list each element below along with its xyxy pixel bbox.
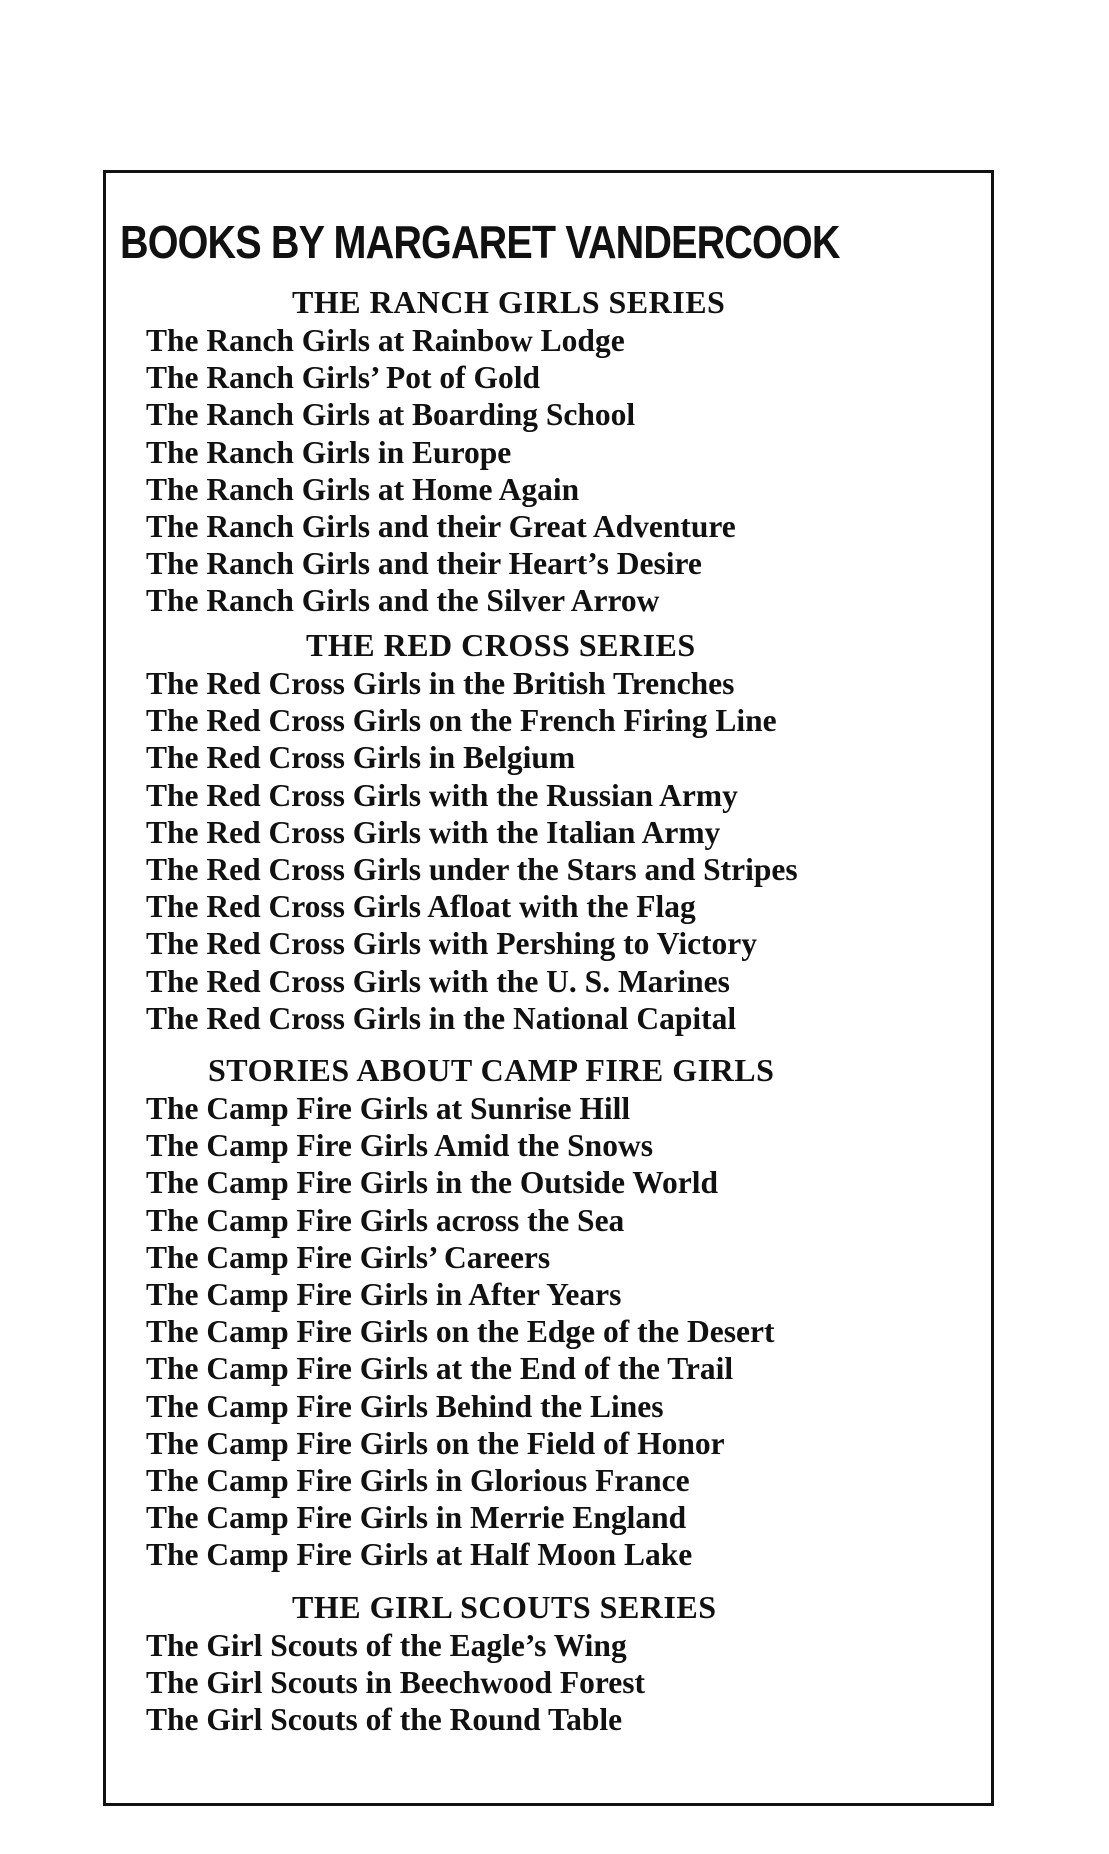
book-title: The Red Cross Girls with the Italian Army bbox=[146, 814, 721, 850]
series-camp-fire-girls bbox=[146, 1050, 946, 1573]
series-girl-scouts bbox=[146, 1587, 946, 1739]
book-title: The Red Cross Girls in the National Capital bbox=[146, 1000, 737, 1036]
book-title: The Ranch Girls and their Great Adventure bbox=[146, 508, 736, 544]
series-title: THE RED CROSS SERIES bbox=[306, 627, 696, 663]
book-title: The Ranch Girls’ Pot of Gold bbox=[146, 360, 541, 396]
book-title: The Camp Fire Girls at Sunrise Hill bbox=[146, 1091, 631, 1126]
book-title: The Girl Scouts of the Round Table bbox=[146, 1702, 623, 1738]
series-title: STORIES ABOUT CAMP FIRE GIRLS bbox=[208, 1052, 775, 1088]
book-title: The Camp Fire Girls in Merrie England bbox=[146, 1500, 687, 1536]
book-title: The Ranch Girls in Europe bbox=[146, 434, 512, 470]
book-title: The Girl Scouts of the Eagle’s Wing bbox=[146, 1628, 627, 1663]
book-title: The Red Cross Girls with the U. S. Marines bbox=[146, 963, 730, 999]
book-title: The Red Cross Girls in the British Trenches bbox=[146, 666, 735, 701]
book-title: The Camp Fire Girls in Glorious France bbox=[146, 1462, 690, 1498]
book-title: The Camp Fire Girls’ Careers bbox=[146, 1239, 551, 1275]
book-title: The Camp Fire Girls in the Outside World bbox=[146, 1165, 718, 1201]
book-title: The Camp Fire Girls Behind the Lines bbox=[146, 1388, 664, 1424]
book-title: The Red Cross Girls in Belgium bbox=[146, 740, 576, 776]
book-list bbox=[146, 665, 946, 1037]
book-title: The Camp Fire Girls Amid the Snows bbox=[146, 1128, 653, 1164]
book-title: The Red Cross Girls with the Russian Army bbox=[146, 777, 738, 813]
book-title: The Girl Scouts in Beechwood Forest bbox=[146, 1665, 646, 1701]
book-list bbox=[146, 1627, 946, 1739]
series-title: THE RANCH GIRLS SERIES bbox=[292, 284, 726, 320]
series-red-cross bbox=[146, 625, 946, 1037]
series-ranch-girls bbox=[146, 282, 946, 620]
book-title: The Red Cross Girls on the French Firing Line bbox=[146, 703, 777, 739]
book-title: The Ranch Girls at Home Again bbox=[146, 471, 580, 507]
book-title: The Red Cross Girls under the Stars and Stripes bbox=[146, 851, 798, 887]
series-title: THE GIRL SCOUTS SERIES bbox=[292, 1589, 717, 1625]
book-title: The Ranch Girls at Rainbow Lodge bbox=[146, 323, 625, 358]
book-title: The Camp Fire Girls on the Edge of the Desert bbox=[146, 1314, 775, 1350]
book-title: The Ranch Girls and the Silver Arrow bbox=[146, 583, 660, 619]
book-title: The Camp Fire Girls in After Years bbox=[146, 1276, 622, 1312]
book-list bbox=[146, 322, 946, 620]
page-title: BOOKS BY MARGARET VANDERCOOK bbox=[120, 216, 840, 268]
book-list bbox=[146, 1090, 946, 1573]
book-title: The Red Cross Girls Afloat with the Flag bbox=[146, 889, 696, 925]
book-title: The Camp Fire Girls on the Field of Honor bbox=[146, 1425, 725, 1461]
book-title: The Ranch Girls and their Heart’s Desire bbox=[146, 546, 702, 582]
book-title: The Red Cross Girls with Pershing to Victory bbox=[146, 926, 758, 962]
book-title: The Ranch Girls at Boarding School bbox=[146, 397, 636, 433]
book-title: The Camp Fire Girls at the End of the Trail bbox=[146, 1351, 734, 1387]
book-title: The Camp Fire Girls at Half Moon Lake bbox=[146, 1537, 693, 1573]
book-title: The Camp Fire Girls across the Sea bbox=[146, 1202, 625, 1238]
